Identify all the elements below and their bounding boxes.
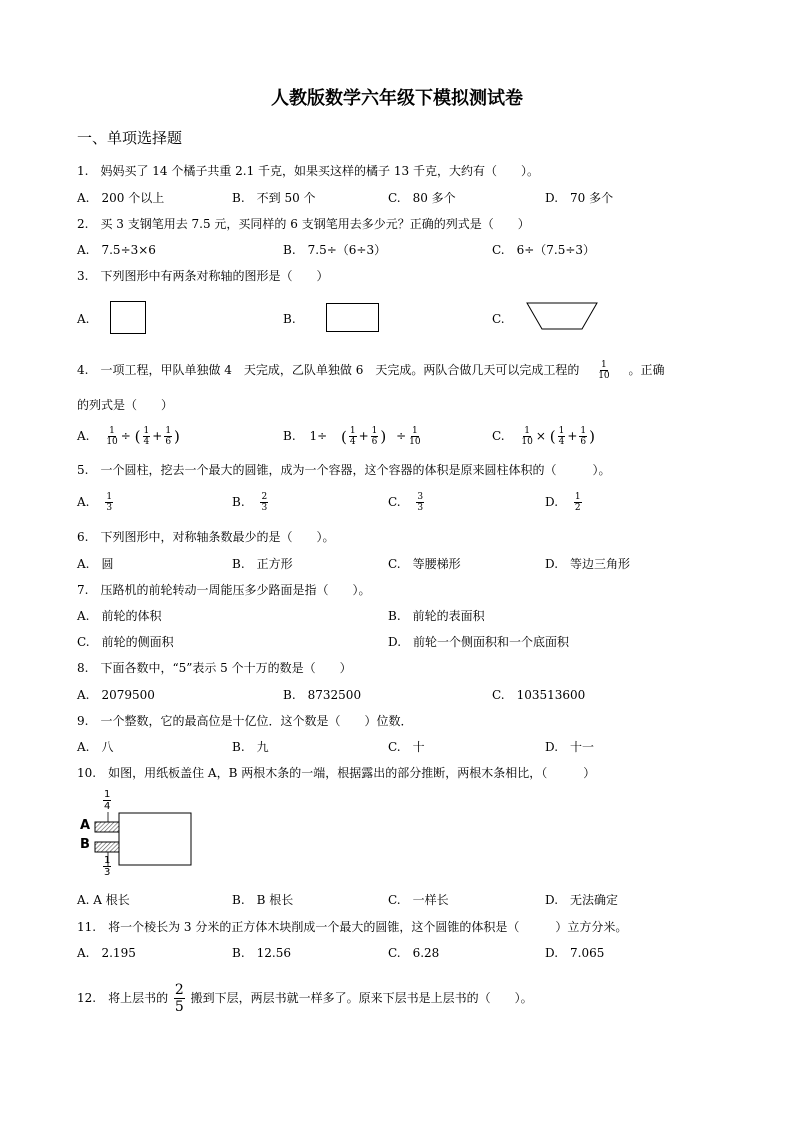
question-11: 11. 将一个棱长为 3 分米的正方体木块削成一个最大的圆锥，这个圆锥的体积是（ ）立方分米。 xyxy=(77,920,628,934)
q5-c-den: 3 xyxy=(417,503,424,513)
q10-option-d: D. 无法确定 xyxy=(545,893,619,907)
q7-option-d: D. 前轮一个侧面积和一个底面积 xyxy=(388,635,570,649)
question-8: 8. 下面各数中，“5”表示 5 个十万的数是（ ） xyxy=(77,661,352,675)
q4-a-f1-den: 4 xyxy=(143,437,150,447)
question-4 xyxy=(77,360,664,381)
q4-b-f1-den: 4 xyxy=(349,437,356,447)
q4-option-b: B. 1÷ ( $\frac{1}{4}$ + $\frac{1}{6}$ ) ÷ $\frac{1}{10}$ xyxy=(283,426,421,447)
q12-frac-den: 5 xyxy=(174,999,184,1015)
q9-option-b: B. 九 xyxy=(232,740,269,754)
q5-option-c xyxy=(388,492,426,513)
q4-fraction xyxy=(597,360,610,381)
q4-b-label: B. xyxy=(283,429,296,443)
q1-option-d: D. 70 多个 xyxy=(545,191,614,205)
q9-option-a: A. 八 xyxy=(77,740,114,754)
q3-option-b: B. xyxy=(283,312,296,326)
q3-option-a: A. xyxy=(77,312,90,326)
section-heading: 一、单项选择题 xyxy=(77,129,183,147)
q11-option-a: A. 2.195 xyxy=(77,946,136,960)
q4-a-f1-num: 1 xyxy=(143,426,150,436)
q2-option-a: A. 7.5÷3×6 xyxy=(77,243,156,257)
q12-text-b: 搬到下层，两层书就一样多了。原来下层书是上层书的（ ）。 xyxy=(190,991,533,1005)
q10-bot-num: 1 xyxy=(104,855,111,866)
q2-option-c: C. 6÷（7.5÷3） xyxy=(492,243,596,257)
question-5: 5. 一个圆柱，挖去一个最大的圆锥，成为一个容器，这个容器的体积是原来圆柱体积的（ ）。 xyxy=(77,463,611,477)
q5-d-num: 1 xyxy=(574,492,581,502)
q4-text-b: 。正确 xyxy=(628,363,665,377)
q8-option-c: C. 103513600 xyxy=(492,688,586,702)
q6-option-d: D. 等边三角形 xyxy=(545,557,631,571)
q5-c-label: C. xyxy=(388,495,401,509)
q10-top-den: 4 xyxy=(104,801,111,812)
q5-d-label: D. xyxy=(545,495,559,509)
q8-option-b: B. 8732500 xyxy=(283,688,362,702)
page-title: 人教版数学六年级下模拟测试卷 xyxy=(271,88,523,109)
q10-option-a: A. A 根长 xyxy=(77,893,130,907)
q5-option-b xyxy=(232,492,270,513)
q9-option-c: C. 十 xyxy=(388,740,425,754)
q10-top-fraction xyxy=(103,789,111,812)
q4-a-plus: + xyxy=(152,429,163,443)
q4-b-f1-num: 1 xyxy=(349,426,356,436)
q7-option-a: A. 前轮的体积 xyxy=(77,609,162,623)
q10-option-c: C. 一样长 xyxy=(388,893,449,907)
q9-option-d: D. 十一 xyxy=(545,740,595,754)
q7-option-b: B. 前轮的表面积 xyxy=(388,609,485,623)
cardboard-cover xyxy=(119,813,191,865)
rectangle-shape xyxy=(326,303,379,332)
q4-b-one: 1÷ xyxy=(309,429,328,443)
question-6: 6. 下列图形中，对称轴条数最少的是（ ）。 xyxy=(77,530,335,544)
q5-b-den: 3 xyxy=(261,503,268,513)
q4-frac-den: 10 xyxy=(598,371,610,381)
q10-bottom-fraction xyxy=(103,855,111,878)
question-3: 3. 下列图形中有两条对称轴的图形是（ ） xyxy=(77,269,329,283)
q4-a-frac-num: 1 xyxy=(109,426,115,436)
square-shape xyxy=(110,301,146,334)
q1-option-b: B. 不到 50 个 xyxy=(232,191,316,205)
q4-a-f2-den: 6 xyxy=(165,437,172,447)
q4-frac-num: 1 xyxy=(601,360,607,370)
q12-text-a: 12. 将上层书的 xyxy=(77,991,169,1005)
stick-b-label: B xyxy=(80,837,90,852)
q3-option-c: C. xyxy=(492,312,505,326)
q4-c-frac-den: 10 xyxy=(521,437,533,447)
q6-option-c: C. 等腰梯形 xyxy=(388,557,461,571)
q4-a-frac-den: 10 xyxy=(106,437,118,447)
q5-b-label: B. xyxy=(232,495,245,509)
q4-c-frac-num: 1 xyxy=(524,426,530,436)
q5-b-num: 2 xyxy=(261,492,268,502)
stick-a-label: A xyxy=(80,818,91,833)
q5-option-d xyxy=(545,492,584,513)
q4-b-frac-num: 1 xyxy=(412,426,418,436)
q12-frac-num: 2 xyxy=(174,982,184,998)
stick-a xyxy=(95,822,119,832)
q7-option-c: C. 前轮的侧面积 xyxy=(77,635,174,649)
q4-a-div: ÷ xyxy=(120,429,131,443)
question-2: 2. 买 3 支钢笔用去 7.5 元，买同样的 6 支钢笔用去多少元？正确的列式是（ ） xyxy=(77,217,530,231)
q4-c-label: C. xyxy=(492,429,505,443)
q4-option-a: A. $\frac{1}{10}$ ÷ ( $\frac{1}{4}$ + $\frac{1}{6}$ ) xyxy=(77,426,180,447)
q4-text-c: 的列式是（ ） xyxy=(77,398,174,412)
q5-d-den: 2 xyxy=(574,503,581,513)
q6-option-a: A. 圆 xyxy=(77,557,114,571)
question-7: 7. 压路机的前轮转动一周能压多少路面是指（ ）。 xyxy=(77,583,371,597)
trapezoid-shape xyxy=(526,302,598,330)
q1-option-c: C. 80 多个 xyxy=(388,191,456,205)
q4-b-f2-den: 6 xyxy=(371,437,378,447)
question-12 xyxy=(77,982,533,1015)
q10-bot-den: 3 xyxy=(104,867,111,878)
q4-b-frac-den: 10 xyxy=(409,437,421,447)
q4-c-f1-den: 4 xyxy=(558,437,565,447)
q5-c-num: 3 xyxy=(417,492,424,502)
q4-c-plus: + xyxy=(567,429,578,443)
stick-b xyxy=(95,842,119,852)
q11-option-c: C. 6.28 xyxy=(388,946,440,960)
q4-c-f1-num: 1 xyxy=(558,426,565,436)
q1-option-a: A. 200 个以上 xyxy=(77,191,165,205)
q5-option-a xyxy=(77,492,115,513)
q4-a-f2-num: 1 xyxy=(165,426,172,436)
q11-option-b: B. 12.56 xyxy=(232,946,291,960)
q12-fraction xyxy=(174,982,185,1015)
q4-a-label: A. xyxy=(77,429,90,443)
q6-option-b: B. 正方形 xyxy=(232,557,293,571)
q8-option-a: A. 2079500 xyxy=(77,688,155,702)
q5-a-den: 3 xyxy=(106,503,113,513)
q10-option-b: B. B 根长 xyxy=(232,893,294,907)
question-9: 9. 一个整数，它的最高位是十亿位．这个数是（ ）位数． xyxy=(77,714,413,728)
question-10: 10. 如图，用纸板盖住 A，B 两根木条的一端，根据露出的部分推断，两根木条相比，（ ） xyxy=(77,766,596,780)
q10-top-num: 1 xyxy=(104,789,111,800)
question-1: 1. 妈妈买了 14 个橘子共重 2.1 千克，如果买这样的橘子 13 千克，大约有（ ）。 xyxy=(77,164,539,178)
q4-b-f2-num: 1 xyxy=(371,426,378,436)
q2-option-b: B. 7.5÷（6÷3） xyxy=(283,243,387,257)
q5-a-label: A. xyxy=(77,495,90,509)
q4-option-c: C. $\frac{1}{10}$ × ( $\frac{1}{4}$ + $\frac{1}{6}$ ) xyxy=(492,426,595,447)
q4-c-f2-den: 6 xyxy=(580,437,587,447)
q11-option-d: D. 7.065 xyxy=(545,946,605,960)
q5-a-num: 1 xyxy=(106,492,113,502)
q4-b-plus: + xyxy=(358,429,369,443)
q4-c-f2-num: 1 xyxy=(580,426,587,436)
q4-b-div: ÷ xyxy=(396,429,407,443)
q4-c-times: × xyxy=(535,429,546,443)
q4-text-a: 4. 一项工程，甲队单独做 4 天完成，乙队单独做 6 天完成。两队合做几天可以完成工程的 xyxy=(77,363,580,377)
